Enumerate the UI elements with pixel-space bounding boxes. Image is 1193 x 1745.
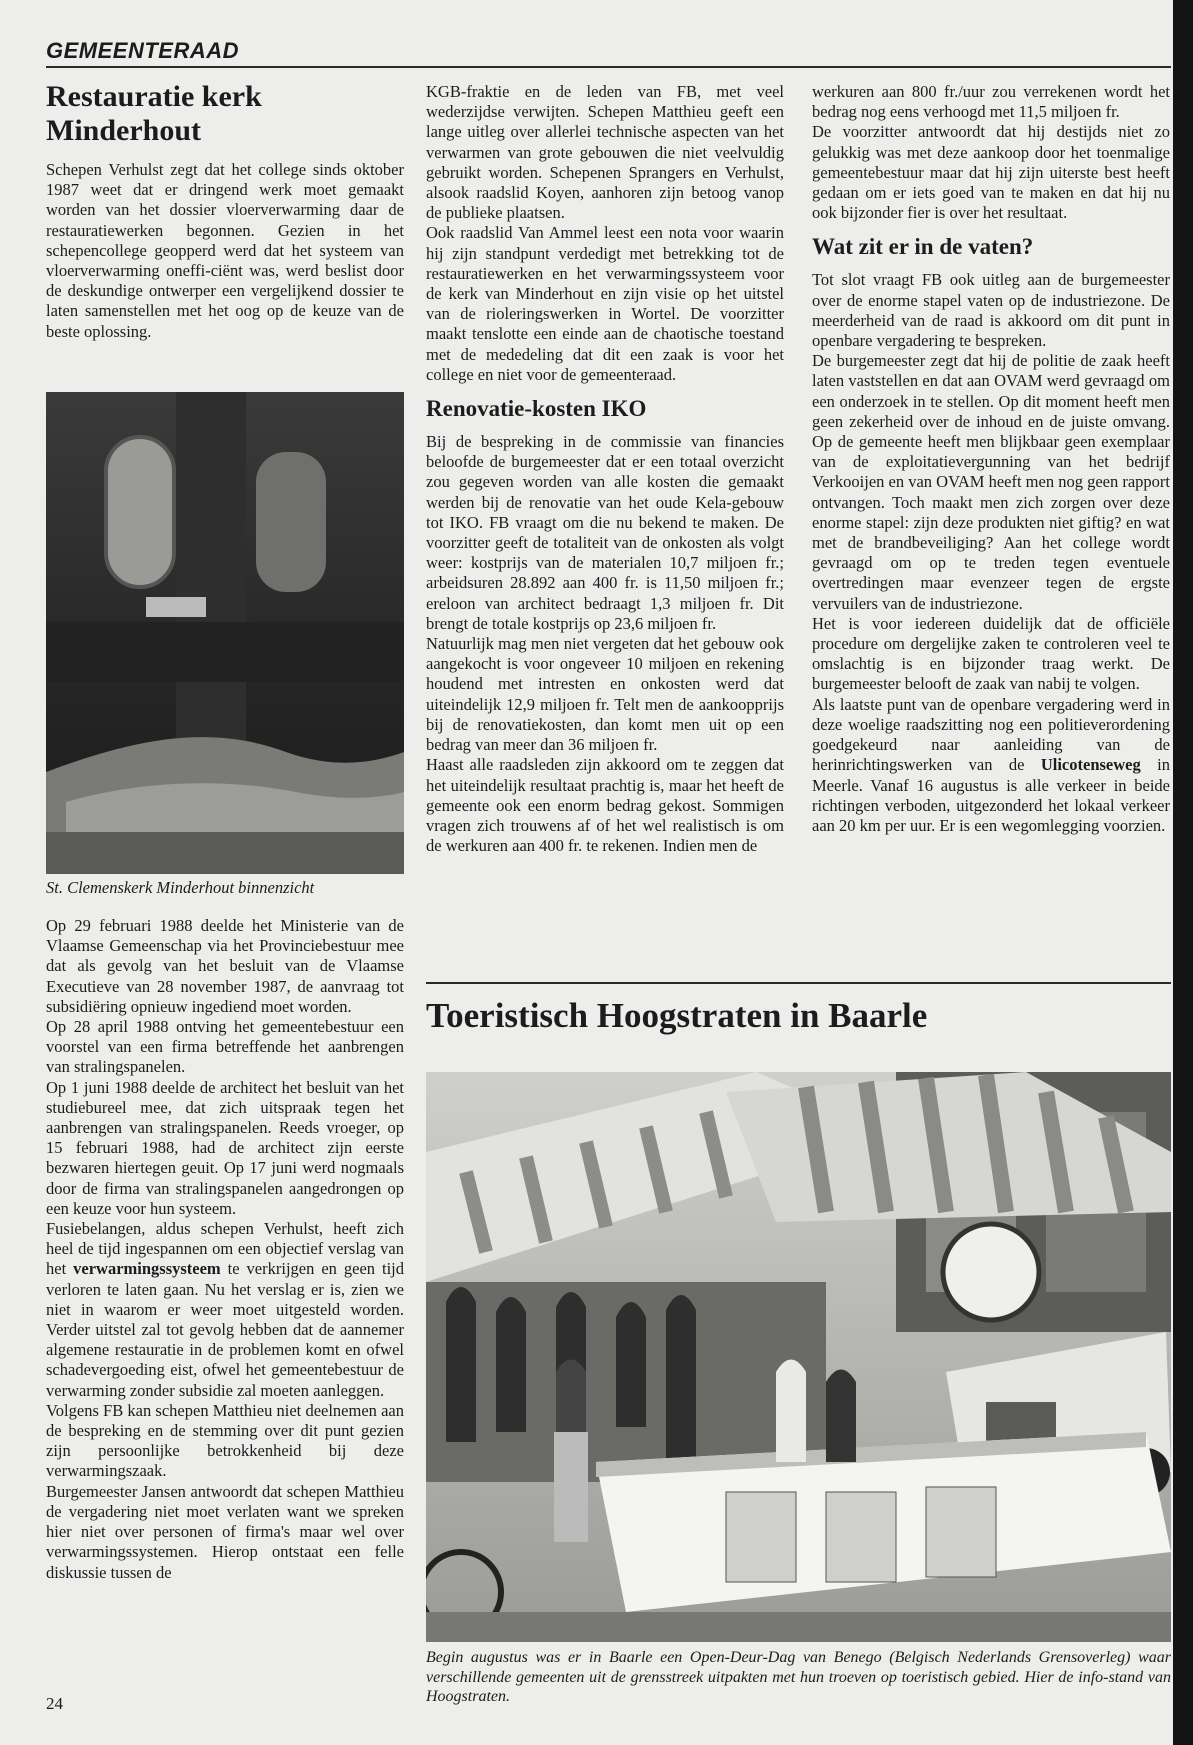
market-photo-caption: Begin augustus was er in Baarle een Open-Deur-Dag van Benego (Belgisch Nederlands Grensoverleg) waar verschillende gemeenten uit de grensstreek uitpakten met hun troeven op toeristisch gebied. Hier de info-stand van Hoogstraten. [426, 1649, 1171, 1705]
paragraph: Tot slot vraagt FB ook uitleg aan de burgemeester over de enorme stapel vaten op de industriezone. De meerderheid van de raad is akkoord om dit punt in openbare vergadering te bespreken. [812, 270, 1170, 351]
church-photo-caption: St. Clemenskerk Minderhout binnenzicht [46, 878, 315, 897]
text-run: Als laatste punt van de openbare vergadering werd in deze woelige raadszitting nog een politieverordening goedgekeurd naar aanleiding van de herinrichtingswerken van de [812, 694, 1170, 775]
paragraph: Op 28 april 1988 ontving het gemeentebestuur een voorstel van een firma betreffende het aanbrengen van stralingspanelen. [46, 1017, 404, 1077]
paragraph: Burgemeester Jansen antwoordt dat schepen Matthieu de vergadering niet moet verlaten want we spreken hier niet over personen of firma's maar wel over verwarmingssystemen. Hierop ontstaat een felle diskussie tussen de [46, 1481, 404, 1582]
paragraph: De burgemeester zegt dat hij de politie de zaak heeft laten vaststellen en dat aan OVAM werd gevraagd om een onderzoek in te stellen. Op dit moment heeft men geen zekerheid over de inhoud en de juiste omvang. Op de gemeente heeft men blijkbaar geen exemplaar van de exploitatievergunning van het bedrijf Verkooijen en van OVAM heeft men nog geen rapport ontvangen. Toch maakt men zich zorgen over deze enorme stapel: zijn deze produkten niet giftig? en wat met de brandbeveiliging? Aan het college wordt gevraagd om op te treden tegen eventuele overtredingen maar evenzeer tegen de ergste vervuilers van de industriezone. [812, 351, 1171, 613]
paragraph: werkuren aan 800 fr./uur zou verrekenen wordt het bedrag nog eens verhoogd met 11,5 miljoen fr. [812, 82, 1170, 122]
page-number: 24 [46, 1694, 63, 1713]
article-title-restauratie: Restauratie kerk Minderhout [46, 80, 262, 147]
text-run: Fusiebelangen, aldus schepen Verhulst, heeft zich heel de tijd ingespannen om een objectief verslag van het [46, 1219, 404, 1279]
paragraph: Haast alle raadsleden zijn akkoord om te zeggen dat het uiteindelijk resultaat prachtig is, maar het heeft de gemeente ook een enorm bedrag gekost. Sommigen vragen zich trouwens af of het wel realistisch is om de werkuren aan 400 fr. te rekenen. Indien men de [426, 755, 784, 856]
paragraph: Volgens FB kan schepen Matthieu niet deelnemen aan de bespreking en de stemming over dit punt gezien zijn persoonlijke betrokkenheid bij deze verwarmingszaak. [46, 1400, 404, 1481]
paragraph: Het is voor iedereen duidelijk dat de officiële procedure om dergelijke zaken te controleren veel te omslachtig is en bijzonder traag werkt. De burgemeester belooft de zaak van nabij te volgen. [812, 613, 1170, 694]
text-run: te verkrijgen en geen tijd verloren te laten gaan. Nu het verslag er is, zien we niet in waarom er weer moet uitgesteld worden. Verder uitstel zal tot gevolg hebben dat de aannemer algemene restauratie in de problemen komt en ofwel schadevergoeding eist, ofwel het gemeentebestuur de verwarming zonder subsidie zal moeten aanleggen. [46, 1259, 404, 1400]
article-divider [426, 982, 1171, 984]
paragraph: Ook raadslid Van Ammel leest een nota voor waarin hij zijn standpunt verdedigt met betrekking tot de restauratiewerken en het verwarmingssysteem voor de kerk van Minderhout en zijn visie op het uitstel van de rioleringswerken in Wortel. De voorzitter maakt tenslotte een einde aan de chaotische toestand met de mededeling dat dit een zaak is voor het college en niet voor de gemeenteraad. [426, 223, 784, 384]
bold-term: Ulicotenseweg [1040, 755, 1141, 775]
paragraph [46, 1219, 404, 1401]
column-3 [812, 82, 1170, 836]
paragraph: De voorzitter antwoordt dat hij destijds niet zo gelukkig was met deze aankoop door het toenmalige gemeentebestuur maar dat hij zijn uiterste best heeft gedaan om er iets goed van te maken en dat hij nu ook bijzonder fier is over het resultaat. [812, 122, 1170, 223]
article-intro: Schepen Verhulst zegt dat het college sinds oktober 1987 weet dat er dringend werk moet gemaakt worden van het dossier vloerverwarming daar de restauratiewerken begonnen. Gezien in het schepencollege geopperd werd dat het systeem van vloerverwarming oneffi-ciënt was, werd beslist door de deskundige ontwerper een vergelijkend dossier te laten samenstellen met het oog op de keuze van de beste oplossing. [46, 160, 404, 341]
header-rule [46, 66, 1171, 68]
paragraph: Bij de bespreking in de commissie van financies beloofde de burgemeester dat er een totaal overzicht zou gegeven worden van alle kosten die gemaakt werden bij de renovatie van het oude Kela-gebouw tot IKO. FB vraagt om die nu bekend te maken. De voorzitter geeft de totaliteit van de onkosten als volgt weer: kostprijs van de materialen 10,7 miljoen fr.; arbeidsuren 28.892 aan 400 fr. is 11,50 miljoen fr.; ereloon van architect bedraagt 1,3 miljoen fr. Dit brengt de totale kostprijs op 23,6 miljoen fr. [426, 432, 784, 633]
article-title-vaten: Wat zit er in de vaten? [812, 234, 1034, 260]
paragraph: KGB-fraktie en de leden van FB, met veel wederzijdse verwijten. Schepen Matthieu geeft een lange uitleg over allerlei technische aspecten van het verwarmen van grote gebouwen die niet veelvuldig gebruikt worden. Schepenen Sprangers en Verhulst, alsook raadslid Koyen, aanhoren zijn betoog vanop de publieke plaatsen. [426, 82, 784, 223]
church-interior-photo [46, 392, 404, 874]
market-stand-photo [426, 1072, 1171, 1642]
column-2 [426, 82, 784, 856]
bold-term: verwarmingssysteem [73, 1259, 221, 1279]
paragraph [812, 695, 1170, 836]
paragraph: Op 29 februari 1988 deelde het Ministerie van de Vlaamse Gemeenschap via het Provinciebestuur mee dat als gevolg van het besluit van de Vlaamse Executieve van 28 november 1987, de aanvraag tot subsidiëring opnieuw ingediend moet worden. [46, 916, 404, 1016]
paragraph: Natuurlijk mag men niet vergeten dat het gebouw ook aangekocht is voor ongeveer 10 miljoen en rekening houdend met intresten en onkosten werd dat uiteindelijk 12,9 miljoen fr. Telt men de aankoopprijs bij de renovatiekosten, dan komt men uit op een bedrag van meer dan 36 miljoen fr. [426, 634, 784, 755]
column-1 [46, 80, 404, 342]
scan-edge [1173, 0, 1193, 1745]
article-title-renovatie: Renovatie-kosten IKO [426, 396, 647, 422]
article-title-toeristisch: Toeristisch Hoogstraten in Baarle [426, 996, 928, 1035]
section-label: GEMEENTERAAD [46, 38, 240, 63]
text-run: in Meerle. Vanaf 16 augustus is alle verkeer in beide richtingen verboden, uitgezonderd het lokaal verkeer aan 20 km per uur. Er is een wegomlegging voorzien. [812, 755, 1170, 835]
column-1-continued [46, 916, 404, 1583]
paragraph: Op 1 juni 1988 deelde de architect het besluit van het studiebureel mee, dat zich uitspraak tegen het aanbrengen van stralingspanelen. Reeds vroeger, op 15 februari 1988, had de architect zijn eerste bezwaren hiertegen geuit. Op 17 juni werd nogmaals door de firma van stralingspanelen aangedrongen op een keuze voor hun systeem. [46, 1077, 404, 1218]
